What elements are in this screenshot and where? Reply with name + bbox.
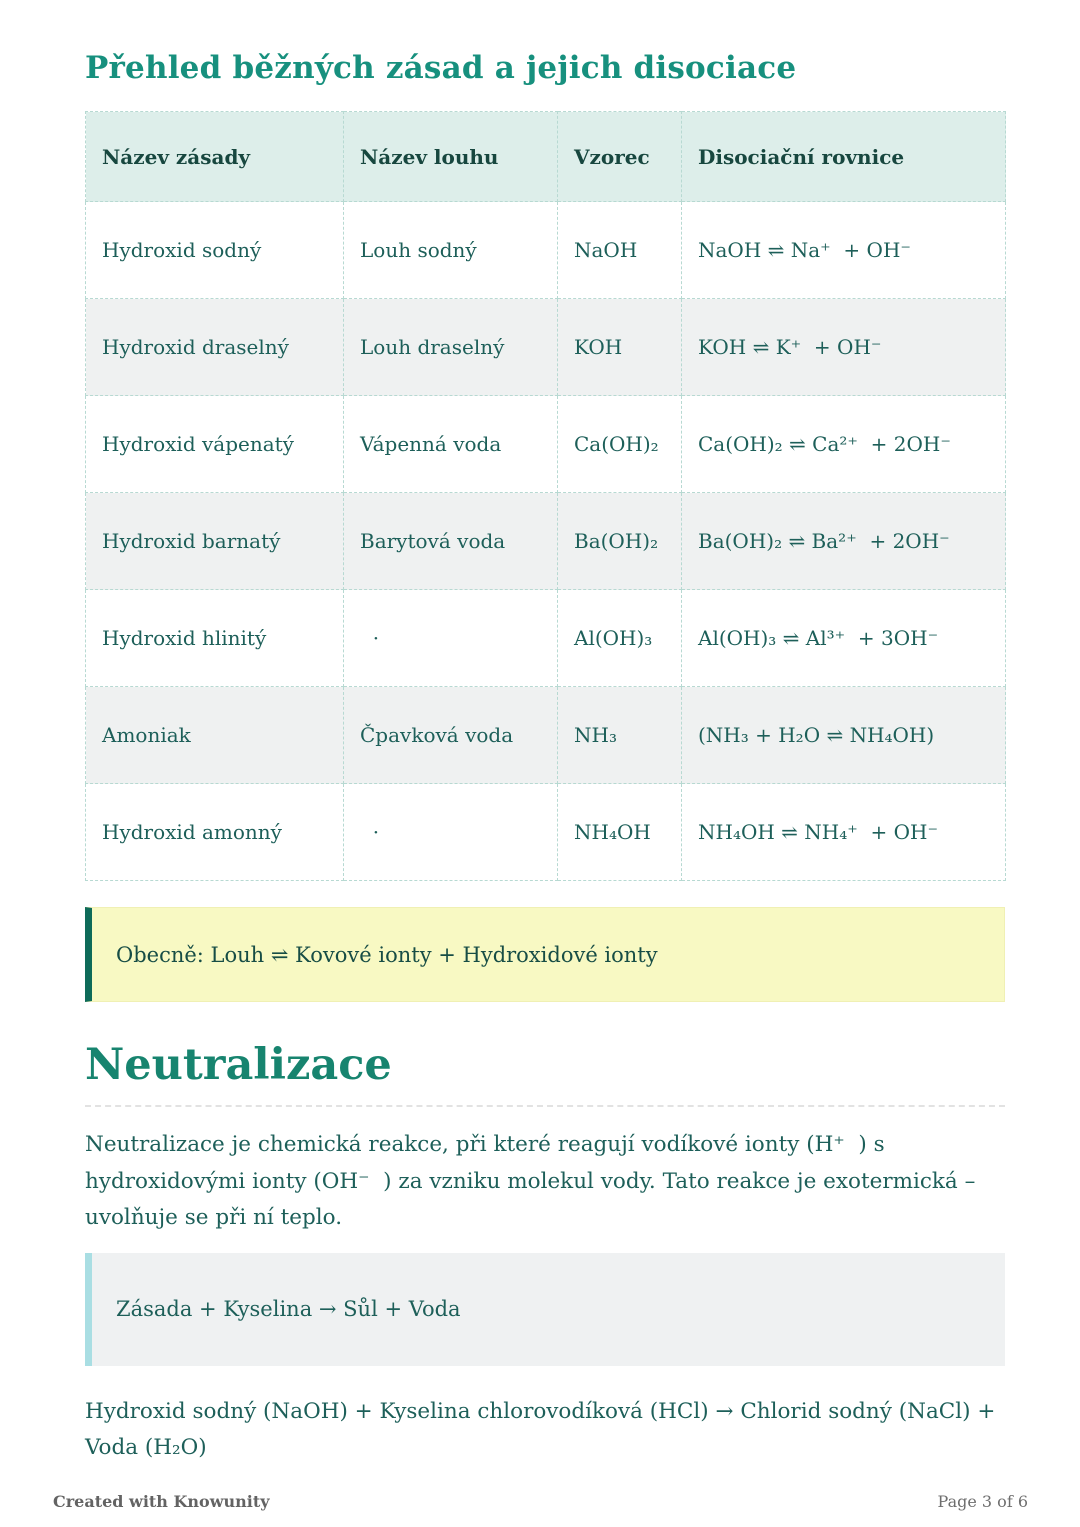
neutralization-formula-callout: [85, 1253, 1005, 1366]
cell-lye-name: ·: [344, 590, 558, 687]
cell-dissociation: Al(OH)₃ ⇌ Al³⁺ + 3OH⁻: [682, 590, 1006, 687]
table-row: [86, 299, 1006, 396]
cell-dissociation: Ca(OH)₂ ⇌ Ca²⁺ + 2OH⁻: [682, 396, 1006, 493]
cell-lye-name: Louh draselný: [344, 299, 558, 396]
cell-lye-name: Barytová voda: [344, 493, 558, 590]
table-row: [86, 784, 1006, 881]
column-header-nazev-zasady: Název zásady: [86, 112, 344, 202]
table-row: [86, 493, 1006, 590]
cell-base-name: Hydroxid hlinitý: [86, 590, 344, 687]
table-row: [86, 590, 1006, 687]
table-header-row: [86, 112, 1006, 202]
cell-lye-name: Vápenná voda: [344, 396, 558, 493]
neutralization-paragraph: Neutralizace je chemická reakce, při které reagují vodíkové ionty (H⁺ ) s hydroxidovými ionty (OH⁻ ) za vzniku molekul vody. Tato reakce je exotermická – uvolňuje se při ní teplo.: [85, 1132, 976, 1231]
cell-formula: NaOH: [558, 202, 682, 299]
column-header-disociacni-rovnice: Disociační rovnice: [682, 112, 1006, 202]
section-title-neutralizace: Neutralizace: [85, 1044, 1005, 1107]
neutralization-example-paragraph: Hydroxid sodný (NaOH) + Kyselina chlorovodíková (HCl) → Chlorid sodný (NaCl) + Voda (H₂O): [85, 1398, 996, 1461]
cell-dissociation: KOH ⇌ K⁺ + OH⁻: [682, 299, 1006, 396]
cell-dissociation: NH₄OH ⇌ NH₄⁺ + OH⁻: [682, 784, 1006, 881]
general-rule-callout: [85, 907, 1005, 1002]
footer-branding: Created with Knowunity: [53, 1492, 270, 1511]
cell-lye-name: Čpavková voda: [344, 687, 558, 784]
cell-formula: NH₃: [558, 687, 682, 784]
cell-formula: KOH: [558, 299, 682, 396]
cell-lye-name: Louh sodný: [344, 202, 558, 299]
cell-base-name: Amoniak: [86, 687, 344, 784]
cell-base-name: Hydroxid amonný: [86, 784, 344, 881]
cell-formula: Ba(OH)₂: [558, 493, 682, 590]
table-row: [86, 687, 1006, 784]
cell-dissociation: (NH₃ + H₂O ⇌ NH₄OH): [682, 687, 1006, 784]
bases-dissociation-table: [85, 111, 1006, 881]
cell-dissociation: NaOH ⇌ Na⁺ + OH⁻: [682, 202, 1006, 299]
cell-formula: NH₄OH: [558, 784, 682, 881]
section-title-bases-overview: Přehled běžných zásad a jejich disociace: [85, 50, 797, 86]
cell-formula: Al(OH)₃: [558, 590, 682, 687]
general-rule-text: Obecně: Louh ⇌ Kovové ionty + Hydroxidové ionty: [116, 942, 658, 967]
footer-page-number: Page 3 of 6: [937, 1492, 1028, 1511]
cell-lye-name: ·: [344, 784, 558, 881]
cell-dissociation: Ba(OH)₂ ⇌ Ba²⁺ + 2OH⁻: [682, 493, 1006, 590]
cell-formula: Ca(OH)₂: [558, 396, 682, 493]
document-page-content: [85, 0, 1005, 1467]
cell-base-name: Hydroxid sodný: [86, 202, 344, 299]
page-footer: [53, 1492, 1028, 1511]
cell-base-name: Hydroxid vápenatý: [86, 396, 344, 493]
cell-base-name: Hydroxid draselný: [86, 299, 344, 396]
table-row: [86, 202, 1006, 299]
column-header-vzorec: Vzorec: [558, 112, 682, 202]
cell-base-name: Hydroxid barnatý: [86, 493, 344, 590]
column-header-nazev-louhu: Název louhu: [344, 112, 558, 202]
neutralization-formula-text: Zásada + Kyselina → Sůl + Voda: [116, 1297, 461, 1322]
table-row: [86, 396, 1006, 493]
